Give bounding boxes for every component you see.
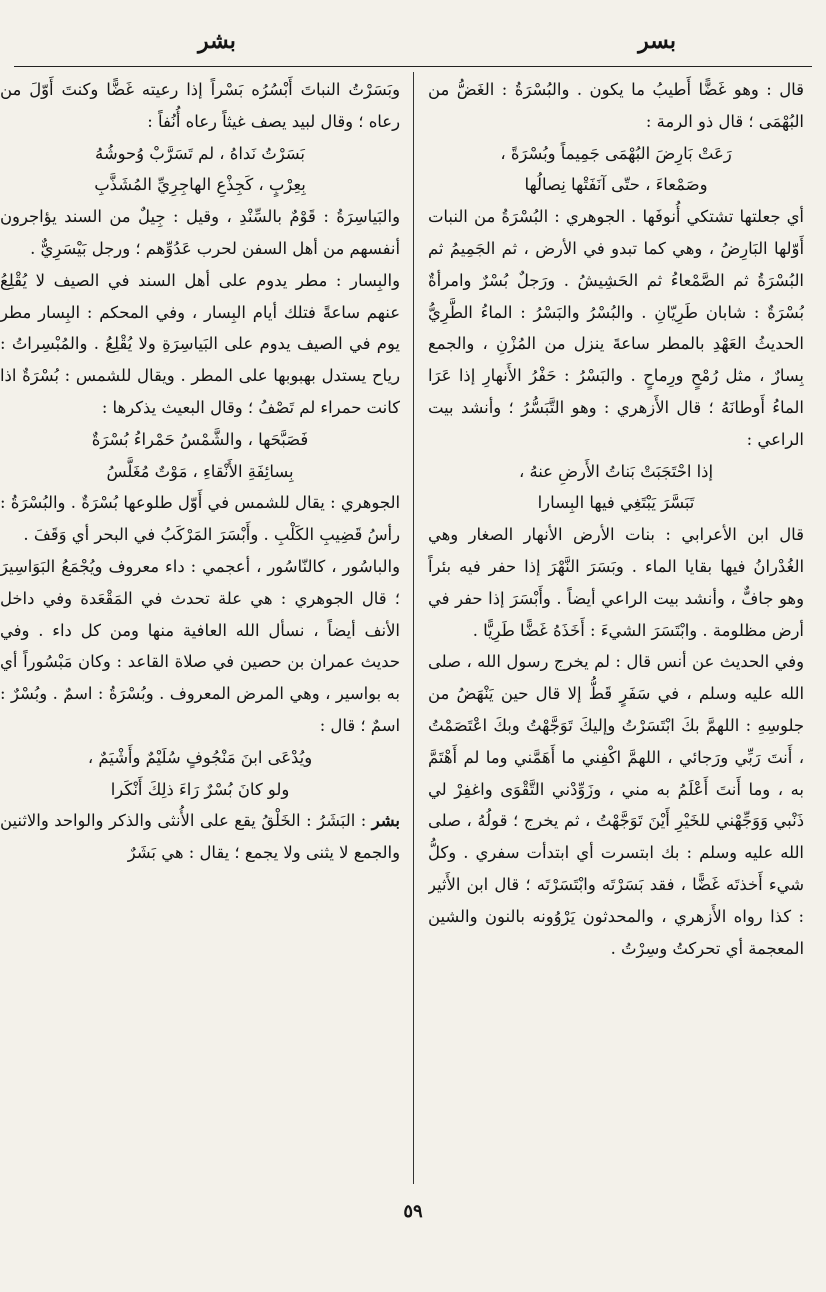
header-word-right: بسر [638, 28, 676, 54]
verse-line: إذا احْتَجَبَتْ بَناتُ الأَرضِ عنهُ ، [518, 461, 714, 481]
entry-text: : البَشَرُ : الخَلْقُ يقع على الأُنثى والذكر والواحد والاثنين والجمع لا يثنى ولا يجمع ؛ يقال : هي بَشَرٌ [0, 811, 400, 863]
column-divider [413, 72, 414, 1184]
header-rule [14, 66, 812, 67]
verse-line: رَعَتْ بَارِضَ البُهْمَى جَمِيماً وبُسْرَةً ، [500, 143, 732, 163]
entry-paragraph [0, 805, 400, 869]
verse-line: بِسائِفَةِ الأَنْقاءِ ، مَوْتٌ مُغَلَّسُ [106, 461, 294, 481]
verse-line: ولو كانَ بُسْرٌ رَاءَ ذلِكَ أَنْكَرا [110, 779, 290, 799]
paragraph: أي جعلتها تشتكي أُنوفَها . الجوهري : البُسْرَةُ من النبات أَوّلها البَارِضُ ، وهي كما تبدو في الأرض ، ثم الجَمِيمُ ثم البُسْرَةُ ثم الصَّمْعاءُ ثم الحَشِيشُ . ورَجلٌ بُسْرٌ وامرأةٌ بُسْرَةٌ : شابان طَرِيّانِ . والبُسْرُ والبَسْرُ : الماءُ الطَّرِيُّ الحديثُ العَهْدِ بالمطر ساعةَ ينزل من المُزْنِ ، والجمع بِسارٌ ، مثل رُمْحٍ ورِماحٍ . والبَسْرُ : حَفْرُ الأَنهارِ إذا عَرَا الماءُ أَوطانَهُ ؛ قال الأَزهري : وهو التَّبَسُّرُ ؛ وأنشد بيت الراعي : [428, 207, 804, 449]
paragraph: قال : وهو غَضًّا أَطيبُ ما يكون . والبُسْرَةُ : الغَضُّ من البُهْمَى ؛ قال ذو الرمة : [428, 80, 804, 131]
paragraph: والبِسار : مطر يدوم على أهل السند في الصيف لا يُقْلِعُ عنهم ساعةً فتلك أيام البِسار ، وفي المحكم : البِسار مطر يوم في الصيف يدوم على البَياسِرَةِ ولا يُقْلِعُ . والمُبْسِراتُ : رياح يستدل بهبوبها على المطر . ويقال للشمس : بُسْرَةٌ اذا كانت حمراء لم تَصْفُ ؛ وقال البعيث يذكرها : [0, 270, 400, 417]
verse-line: بَسَرْتُ نَداهُ ، لم تَسَرَّبْ وُحوشُهُ [95, 143, 305, 163]
paragraph: الجوهري : يقال للشمس في أَوّل طلوعها بُسْرَةٌ . والبُسْرَةُ : رأسُ قَضِيبِ الكَلْبِ . وأَبْسَرَ المَرْكَبُ في البحر أي وَقَفَ . [0, 493, 400, 545]
paragraph: وفي الحديث عن أنس قال : لم يخرج رسول الله ، صلى الله عليه وسلم ، في سَفَرٍ قَطُّ إلا قال حين يَنْهَضُ من جلوسِهِ : اللهمَّ بكَ ابْتَسَرْتُ وإليكَ تَوَجَّهْتُ وبكَ اعْتَصَمْتُ ، أَنتَ رَبِّي ورَجائي ، اللهمَّ اكْفِني ما أَهَمَّني وما لم أَهْتَمَّ به ، وما أَنتَ أَعْلَمُ به مني ، وزَوِّدْني التَّقْوَى واغفِرْ لي ذَنْبي وَوَجِّهْني للخَيْرِ أَيْنَ تَوَجَّهْتُ ، ثم يخرج ؛ قولُهُ ، صلى الله عليه وسلم : بك ابتسرت أي ابتدأت سفري . وكلُّ شيء أَخذتَه غَضًّا ، فقد بَسَرْتَه وابْتَسَرْتَه ؛ قال ابن الأَثير : كذا رواه الأَزهري ، والمحدثون يَرْوُونه بالنون والشين المعجمة أي تحركتُ وسِرْتُ . [428, 652, 804, 958]
verse-line: فَصَبَّحَها ، والشَّمْسُ حَمْراءُ بُسْرَةٌ [91, 429, 309, 449]
verse-line: ويُدْعَى ابنَ مَنْجُوفٍ سُلَيْمٌ وأَشْيَمٌ ، [87, 747, 313, 767]
paragraph: والبَياسِرَةُ : قَوْمٌ بالسِّنْدِ ، وقيل : جِيلٌ من السند يؤاجرون أنفسهم من أهل السفن لحرب عَدُوِّهم ؛ ورجل بَيْسَرِيٌّ . [0, 207, 400, 258]
paragraph: قال ابن الأعرابي : بنات الأرض الأنهار الصغار وهي الغُدْرانُ فيها بقايا الماء . وبَسَرَ النَّهْرَ إذا حفر فيه بئراً وهو جافٌّ ، وأنشد بيت الراعي أيضاً . وأَبْسَرَ إذا حفر في أرض مظلومة . وابْتَسَرَ الشيءَ : أَخَذَهُ غَضًّا طَرِيًّا . [428, 525, 804, 640]
page-number: ٥٩ [403, 1201, 423, 1222]
left-column [0, 74, 400, 1184]
paragraph: وبَسَرْتُ النباتَ أَبْسُرُه بَسْراً إذا رعيته غَضًّا وكنتَ أَوّلَ من رعاه ؛ وقال لبيد يصف غيثاً رعاه أُنُفاً : [0, 80, 400, 131]
verse-line: تَبَسَّرَ يَبْتَغِي فيها البِسارا [537, 493, 695, 513]
entry-headword: بشر [371, 811, 400, 831]
verse-line: وصَمْعاءَ ، حتّى آنَفَتْها نِصالُها [524, 175, 708, 195]
header-word-left: بشر [198, 28, 236, 54]
right-column [428, 74, 804, 1184]
paragraph: والباسُور ، كالنّاسُور ، أعجمي : داء معروف ويُجْمَعُ البَوَاسِيرَ ؛ قال الجوهري : هي علة تحدث في المَقْعَدة وفي داخل الأنف أيضاً ، نسأل الله العافية منها ومن كل داء . وفي حديث عمران بن حصين في صلاة القاعد : وكان مَبْسُوراً أي به بواسير ، وهي المرض المعروف . وبُسْرَةُ : اسمٌ . وبُسْرٌ : اسمٌ ؛ قال : [0, 556, 400, 735]
verse-line: بِعِرْبٍ ، كَجِذْعِ الهاجِرِيِّ المُشَذَّبِ [94, 175, 306, 195]
